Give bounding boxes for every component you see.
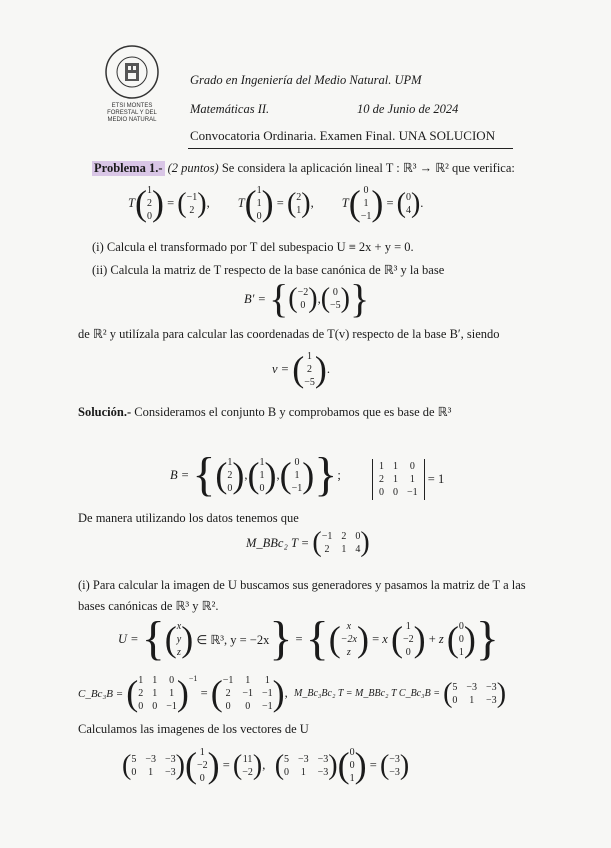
image-matrix-1: 5 −3 −3 0 1 −3 <box>131 753 176 778</box>
vector-v3: 0 1 −1 <box>360 185 372 222</box>
department-logo <box>104 44 160 100</box>
part-i-question: (i) Calcula el transformado por T del subespacio U ≡ 2x + y = 0. <box>92 240 414 254</box>
vector-v1: 1 2 0 <box>146 185 152 222</box>
map-T-3: T <box>341 196 349 210</box>
matrix-M: −1 2 0 2 1 4 <box>321 531 361 555</box>
seal-icon <box>104 44 160 100</box>
B-vector-3: 0 1 −1 <box>291 457 303 494</box>
problem-statement-line <box>92 160 515 176</box>
result-r3: 0 4 <box>405 191 411 216</box>
map-T-1: T <box>128 196 135 210</box>
solution-label: Solución.- <box>78 404 132 419</box>
image-input-2: 0 0 1 <box>349 747 355 784</box>
vector-v: 1 2 −5 <box>304 351 315 388</box>
image-computations: ( 5 −3 −3 0 1 −3 ) ( 1 −2 0 ) = ( 11 −2 ) , ( 5 −3 −3 0 1 −3 ) ( 0 0 1 ) = ( −3 −3 ) <box>122 745 410 786</box>
problem-points: (2 puntos) <box>167 160 219 175</box>
subspace-U-definition: U = { ( x y z ) ∈ ℝ³, y = −2x } = { ( x −2x z ) = x ( 1 −2 0 ) + z ( 0 0 1 ) } <box>118 612 499 666</box>
U-param-vector: x −2x z <box>340 621 357 658</box>
U-label: U = <box>118 632 139 646</box>
map-T-2: T <box>237 196 245 210</box>
U-condition: ∈ ℝ³, y = −2x <box>196 632 270 647</box>
data-sentence: De manera utilizando los datos tenemos que <box>78 511 299 525</box>
B-vector-2: 1 1 0 <box>259 457 265 494</box>
basis-b-set: B = { ( 1 2 0 ) , ( 1 1 0 ) , ( 0 1 −1 ) } ; <box>170 448 341 502</box>
degree-title: Grado en Ingeniería del Medio Natural. UPM <box>190 73 422 87</box>
Mcan-label: M_Bc₃Bc₂ T = M_BBc₂ T C_Bc₃B = <box>294 688 440 699</box>
part-i-solution-text-2: bases canónicas de ℝ³ y ℝ². <box>78 599 219 613</box>
matrix-C-inverse: −1 1 1 2 −1 −1 0 0 −1 <box>222 675 273 712</box>
det-matrix: 1 1 0 2 1 1 0 0 −1 <box>379 461 418 498</box>
image-result-2: −3 −3 <box>389 753 400 778</box>
image-result-1: 11 −2 <box>242 753 253 778</box>
det-value: = 1 <box>427 472 445 486</box>
result-r2: 2 1 <box>296 191 302 216</box>
basis-vector-1: −2 0 <box>297 287 309 311</box>
images-sentence: Calculamos las imagenes de los vectores de U <box>78 722 309 736</box>
map-equations: T ( 1 2 0 ) = ( −1 2 ) , T ( 1 1 0 ) = ( 2 1 ) , T ( 0 1 −1 ) = ( 0 4 ) . <box>128 183 424 224</box>
problem-statement: Se considera la aplicación lineal T : ℝ³ → ℝ² que verifica: <box>221 161 515 175</box>
matrix-C-definition: C_Bc₃B = ( 1 1 0 2 1 1 0 0 −1 ) $^{-1}$ = ( −1 1 1 2 −1 −1 0 0 −1 ) , M_Bc₃Bc₂ T = M_BBc₂ T C_Bc₃B = ( 5 −3 −3 0 1 −3 ) <box>78 673 507 714</box>
course-name: Matemáticas II. <box>190 102 270 116</box>
B-label: B = <box>170 468 190 482</box>
basis-label: B′ = <box>244 291 266 306</box>
vector-v2: 1 1 0 <box>256 185 262 222</box>
school-line: ETSI MONTES <box>111 103 153 109</box>
result-r1: −1 2 <box>186 191 198 216</box>
header-divider <box>188 148 513 149</box>
problem-label: Problema 1.- <box>94 160 163 175</box>
vector-v-definition: v = ( 1 2 −5 ) . <box>272 349 330 390</box>
M-label: M_BBc₂ T = <box>246 535 310 550</box>
part-i-solution-text-1: (i) Para calcular la imagen de U buscamos sus generadores y pasamos la matriz de T a las <box>78 578 526 592</box>
part-ii-continuation: de ℝ² y utilízala para calcular las coordenadas de T(v) respecto de la base B′, siendo <box>78 327 500 341</box>
image-input-1: 1 −2 0 <box>196 747 208 784</box>
C-label: C_Bc₃B = <box>78 687 124 700</box>
U-generator-2: 0 0 1 <box>458 621 464 658</box>
basis-vector-2: 0 −5 <box>330 287 341 311</box>
matrix-M-definition: M_BBc₂ T = ( −1 2 0 2 1 4 ) <box>246 527 370 559</box>
v-label: v = <box>272 362 290 376</box>
school-line: FORESTAL Y DEL <box>107 110 157 116</box>
exam-date: 10 de Junio de 2024 <box>357 102 459 116</box>
B-vector-1: 1 2 0 <box>227 457 233 494</box>
solution-intro: Consideramos el conjunto B y comprobamos que es base de ℝ³ <box>134 405 452 419</box>
school-line: MEDIO NATURAL <box>107 117 157 123</box>
part-ii-question: (ii) Calcula la matriz de T respecto de la base canónica de ℝ³ y la base <box>92 263 445 277</box>
school-name <box>100 103 164 124</box>
exam-title: Convocatoria Ordinaria. Examen Final. UNA SOLUCION <box>190 128 496 143</box>
U-vector: x y z <box>176 621 182 658</box>
basis-b-prime: B′ = { ( −2 0 ) , ( 0 −5 ) } <box>244 276 370 321</box>
image-matrix-2: 5 −3 −3 0 1 −3 <box>284 753 329 778</box>
solution-intro-line <box>78 404 451 420</box>
U-generator-1: 1 −2 0 <box>402 621 414 658</box>
determinant <box>372 459 444 500</box>
matrix-M-canonical: 5 −3 −3 0 1 −3 <box>452 681 497 706</box>
matrix-C: 1 1 0 2 1 1 0 0 −1 <box>138 675 177 712</box>
